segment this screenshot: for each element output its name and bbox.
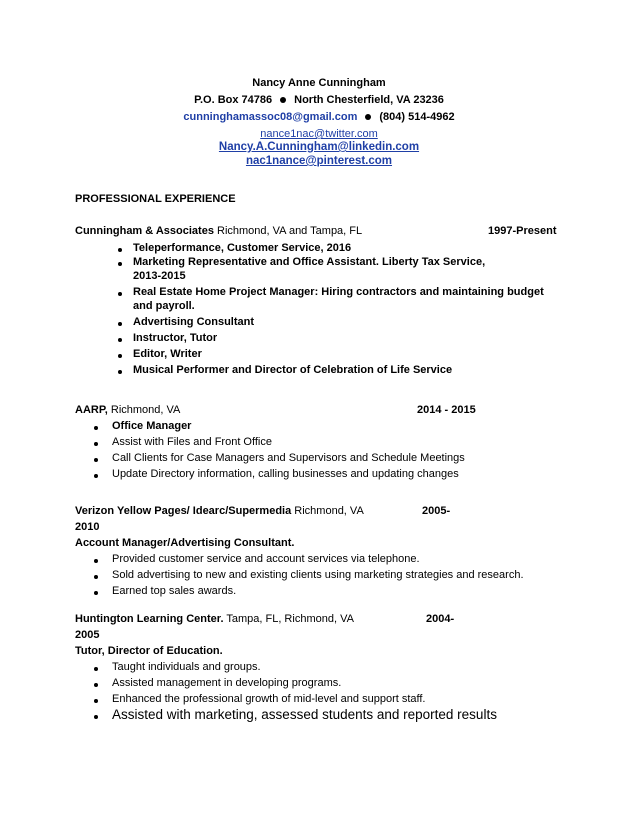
list-item: Teleperformance, Customer Service, 2016: [133, 242, 352, 254]
list-item: Sold advertising to new and existing clients using marketing strategies and research.: [112, 569, 524, 581]
job-dates-continuation: 2005: [75, 629, 100, 641]
separator-dot-icon: [365, 114, 371, 120]
candidate-name: Nancy Anne Cunningham: [252, 77, 386, 89]
bullet-icon: [118, 354, 122, 358]
bullet-icon: [94, 683, 98, 687]
list-item-continuation: 2013-2015: [133, 270, 186, 282]
job-header-aarp: [75, 404, 180, 416]
list-item: Advertising Consultant: [133, 316, 255, 328]
employer-name: AARP,: [75, 404, 108, 416]
section-title-professional-experience: PROFESSIONAL EXPERIENCE: [75, 193, 236, 205]
job-header-cunningham: [75, 225, 362, 237]
bullet-icon: [94, 474, 98, 478]
job-location: Richmond, VA: [291, 505, 364, 517]
bullet-icon: [94, 591, 98, 595]
bullet-icon: [94, 575, 98, 579]
bullet-icon: [118, 338, 122, 342]
address-line: [0, 94, 638, 106]
bullet-icon: [118, 248, 122, 252]
job-location: Richmond, VA: [107, 404, 181, 416]
bullet-icon: [94, 426, 98, 430]
phone-number: (804) 514-4962: [379, 111, 455, 123]
list-item: Taught individuals and groups.: [112, 661, 261, 673]
list-item: Assisted with marketing, assessed students and reported results: [112, 707, 497, 722]
bullet-icon: [94, 667, 98, 671]
job-location: Tampa, FL, Richmond, VA: [223, 613, 354, 625]
bullet-icon: [118, 322, 122, 326]
job-header-verizon: [75, 505, 364, 517]
contact-line: [0, 111, 638, 123]
linkedin-link[interactable]: Nancy.A.Cunningham@linkedin.com: [218, 141, 420, 153]
list-item: Assist with Files and Front Office: [112, 436, 272, 448]
bullet-icon: [94, 442, 98, 446]
list-item: Musical Performer and Director of Celebration of Life Service: [133, 364, 453, 376]
job-dates: 2014 - 2015: [417, 404, 476, 416]
list-item: Earned top sales awards.: [112, 585, 237, 597]
list-item: Marketing Representative and Office Assistant. Liberty Tax Service,: [133, 256, 486, 268]
twitter-link[interactable]: nance1nac@twitter.com: [260, 128, 378, 140]
bullet-icon: [94, 458, 98, 462]
city-state-zip: North Chesterfield, VA 23236: [294, 94, 444, 106]
job-dates: 1997-Present: [488, 225, 557, 237]
list-item: Instructor, Tutor: [133, 332, 218, 344]
list-item: Update Directory information, calling businesses and updating changes: [112, 468, 459, 480]
employer-name: Huntington Learning Center.: [75, 613, 224, 625]
bullet-icon: [94, 715, 98, 719]
job-dates-continuation: 2010: [75, 521, 100, 533]
pinterest-link[interactable]: nac1nance@pinterest.com: [245, 155, 393, 167]
bullet-icon: [118, 292, 122, 296]
separator-dot-icon: [280, 97, 286, 103]
list-item: Provided customer service and account services via telephone.: [112, 553, 420, 565]
employer-name: Verizon Yellow Pages/ Idearc/Supermedia: [75, 505, 292, 517]
bullet-icon: [94, 559, 98, 563]
job-title: Tutor, Director of Education.: [75, 645, 223, 657]
list-item: Editor, Writer: [133, 348, 202, 360]
bullet-icon: [118, 370, 122, 374]
po-box: P.O. Box 74786: [194, 94, 273, 106]
list-item: Real Estate Home Project Manager: Hiring contractors and maintaining budget: [133, 286, 544, 298]
employer-name: Cunningham & Associates: [75, 225, 214, 237]
bullet-icon: [94, 699, 98, 703]
email-address[interactable]: cunninghamassoc08@gmail.com: [183, 111, 358, 123]
job-location: Richmond, VA and Tampa, FL: [213, 225, 363, 237]
list-item: Assisted management in developing programs.: [112, 677, 342, 689]
job-header-huntington: [75, 613, 354, 625]
list-item: Office Manager: [112, 420, 192, 432]
job-dates: 2005-: [422, 505, 451, 517]
job-title: Account Manager/Advertising Consultant.: [75, 537, 295, 549]
bullet-icon: [118, 262, 122, 266]
list-item-continuation: and payroll.: [133, 300, 195, 312]
list-item: Enhanced the professional growth of mid-level and support staff.: [112, 693, 426, 705]
list-item: Call Clients for Case Managers and Supervisors and Schedule Meetings: [112, 452, 465, 464]
job-dates: 2004-: [426, 613, 455, 625]
